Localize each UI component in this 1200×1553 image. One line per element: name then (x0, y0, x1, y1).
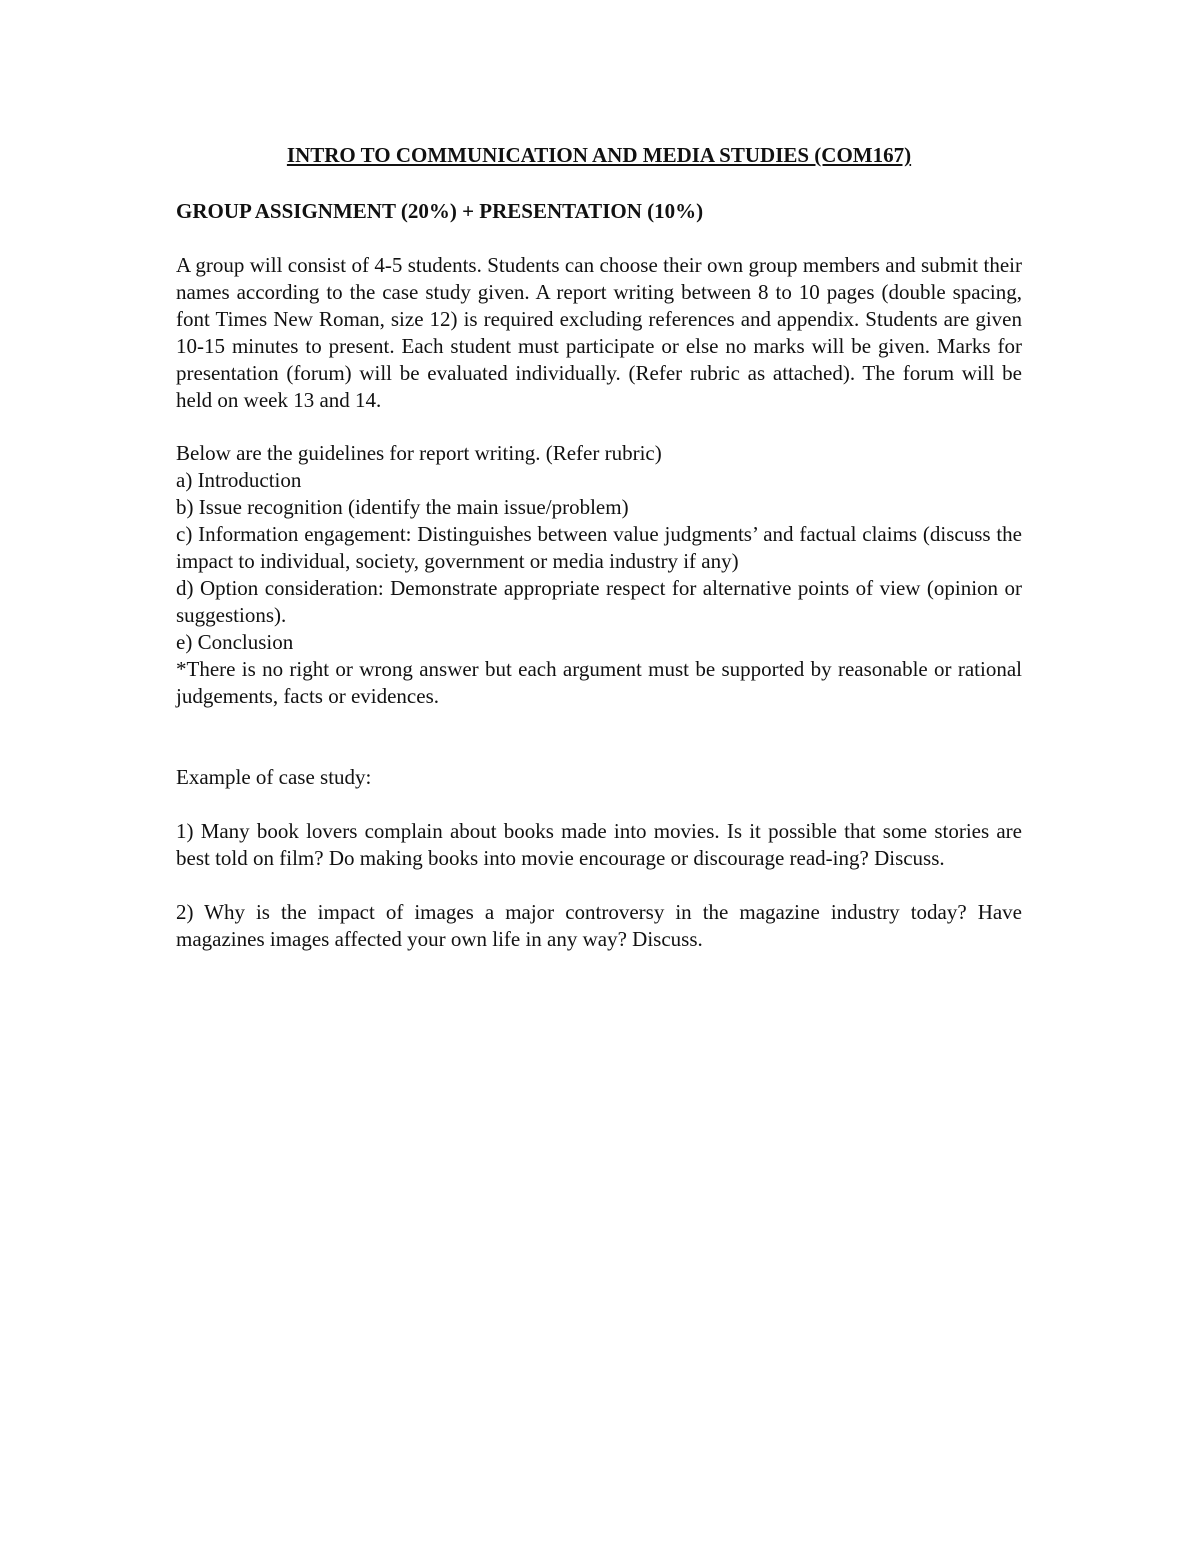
example-heading: Example of case study: (176, 765, 372, 789)
assignment-subtitle: GROUP ASSIGNMENT (20%) + PRESENTATION (10%) (176, 199, 704, 223)
guideline-item: d) Option consideration: Demonstrate appropriate respect for alternative points of view (opinion or suggestions). (176, 576, 1022, 627)
document-content (176, 140, 1022, 953)
case-study-item: 1) Many book lovers complain about books made into movies. Is it possible that some stories are best told on film? Do making books into movie encourage or discourage read-ing? Discuss. (176, 819, 1022, 870)
guidelines-section (176, 440, 1022, 710)
guidelines-note: *There is no right or wrong answer but each argument must be supported by reasonable or rational judgements, facts or evidences. (176, 657, 1022, 708)
guideline-item: e) Conclusion (176, 630, 294, 654)
document-title: INTRO TO COMMUNICATION AND MEDIA STUDIES (COM167) (286, 143, 912, 167)
guidelines-heading: Below are the guidelines for report writing. (Refer rubric) (176, 441, 662, 465)
guideline-item: c) Information engagement: Distinguishes between value judgments’ and factual claims (discuss the impact to individual, society, government or media industry if any) (176, 522, 1022, 573)
intro-paragraph: A group will consist of 4-5 students. Students can choose their own group members and submit their names according to the case study given. A report writing between 8 to 10 pages (double spacing, font Times New Roman, size 12) is required excluding references and appendix. Students are given 10-15 minutes to present. Each student must participate or else no marks will be given. Marks for presentation (forum) will be evaluated individually. (Refer rubric as attached). The forum will be held on week 13 and 14. (176, 253, 1022, 412)
guideline-item: b) Issue recognition (identify the main issue/problem) (176, 495, 629, 519)
guideline-item: a) Introduction (176, 468, 302, 492)
case-study-item: 2) Why is the impact of images a major controversy in the magazine industry today? Have magazines images affected your own life in any way? Discuss. (176, 900, 1022, 951)
